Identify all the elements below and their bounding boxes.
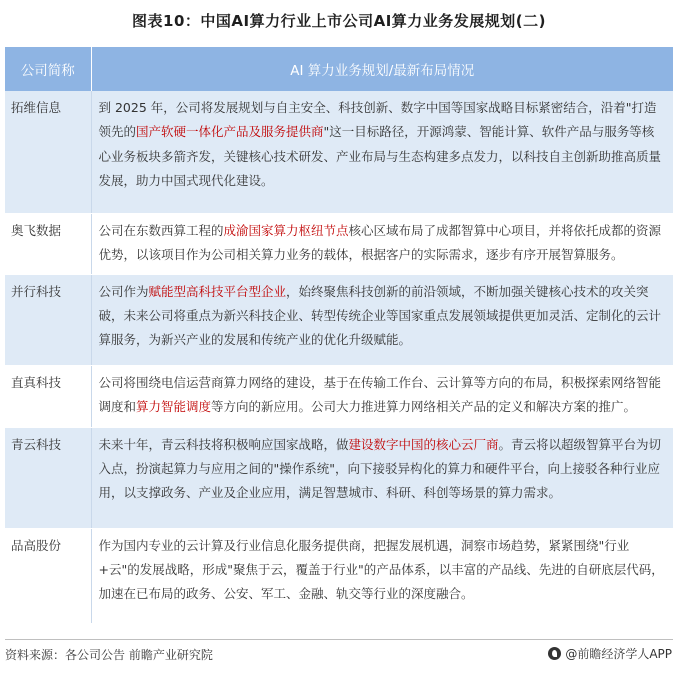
table-row	[5, 274, 673, 365]
company-name: 直真科技	[5, 365, 91, 427]
company-name: 品高股份	[5, 528, 91, 623]
highlight-text: 国产软硬一体化产品及服务提供商	[136, 124, 324, 140]
table-row	[5, 427, 673, 528]
highlight-text: 成渝国家算力枢纽节点	[223, 222, 349, 238]
brand-mark	[548, 645, 672, 662]
highlight-text: 赋能型高科技平台型企业	[148, 283, 287, 299]
plan-text: 公司在东数西算工程的成渝国家算力枢纽节点核心区域布局了成都智算中心项目，并将依托成都的资源优势，以该项目作为公司相关算力业务的载体，根据客户的实际需求，逐步有序开展智算服务。	[91, 213, 673, 274]
chart-title: 图表10：中国AI算力行业上市公司AI算力业务发展规划(二)	[132, 12, 546, 30]
plan-text: 作为国内专业的云计算及行业信息化服务提供商，把握发展机遇，洞察市场趋势，紧紧围绕"行业+云"的发展战略，形成"聚焦于云，覆盖于行业"的产品体系，以丰富的产品线、先进的自研底层代码，加速在已布局的政务、公安、军工、金融、轨交等行业的深度融合。	[91, 528, 673, 623]
table-header-row	[5, 47, 673, 91]
header-company: 公司简称	[5, 47, 91, 91]
company-table	[5, 47, 673, 624]
table-row	[5, 528, 673, 623]
plan-text: 公司将围绕电信运营商算力网络的建设，基于在传输工作台、云计算等方向的布局，积极探索网络智能调度和算力智能调度等方向的新应用。公司大力推进算力网络相关产品的定义和解决方案的推广。	[91, 365, 673, 427]
plan-text: 公司作为赋能型高科技平台型企业，始终聚焦科技创新的前沿领域，不断加强关键核心技术的攻关突破，未来公司将重点为新兴科技企业、转型传统企业等国家重点发展领域提供更加灵活、定制化的云计算服务，为新兴产业的发展和传统产业的优化升级赋能。	[91, 274, 673, 365]
plan-text: 未来十年，青云科技将积极响应国家战略，做建设数字中国的核心云厂商。青云将以超级智算平台为切入点，扮演起算力与应用之间的"操作系统"，向下接驳异构化的算力和硬件平台，向上接驳各种行业应用，以支撑政务、产业及企业应用，满足智慧城市、科研、科创等场景的算力需求。	[91, 427, 673, 528]
brand-text: @前瞻经济学人APP	[565, 647, 672, 661]
company-name: 并行科技	[5, 274, 91, 365]
company-name: 青云科技	[5, 427, 91, 528]
header-plan: AI 算力业务规划/最新布局情况	[91, 47, 673, 91]
brand-logo-icon	[548, 647, 561, 660]
plan-text: 到 2025 年，公司将发展规划与自主安全、科技创新、数字中国等国家战略目标紧密结合，沿着"打造领先的国产软硬一体化产品及服务提供商"这一目标路径，开源鸿蒙、智能计算、软件产品与服务等核心业务板块多箭齐发，关键核心技术研发、产业布局与生态构建多点发力，以科技自主创新助推高质量发展，助力中国式现代化建设。	[91, 91, 673, 213]
source-note: 资料来源：各公司公告 前瞻产业研究院	[5, 648, 213, 662]
table-row	[5, 213, 673, 274]
footer-divider	[5, 639, 673, 640]
company-name: 奥飞数据	[5, 213, 91, 274]
company-name: 拓维信息	[5, 91, 91, 213]
highlight-text: 算力智能调度	[136, 398, 212, 414]
table-row	[5, 91, 673, 213]
table-row	[5, 365, 673, 427]
highlight-text: 建设数字中国的核心云厂商	[348, 436, 499, 452]
